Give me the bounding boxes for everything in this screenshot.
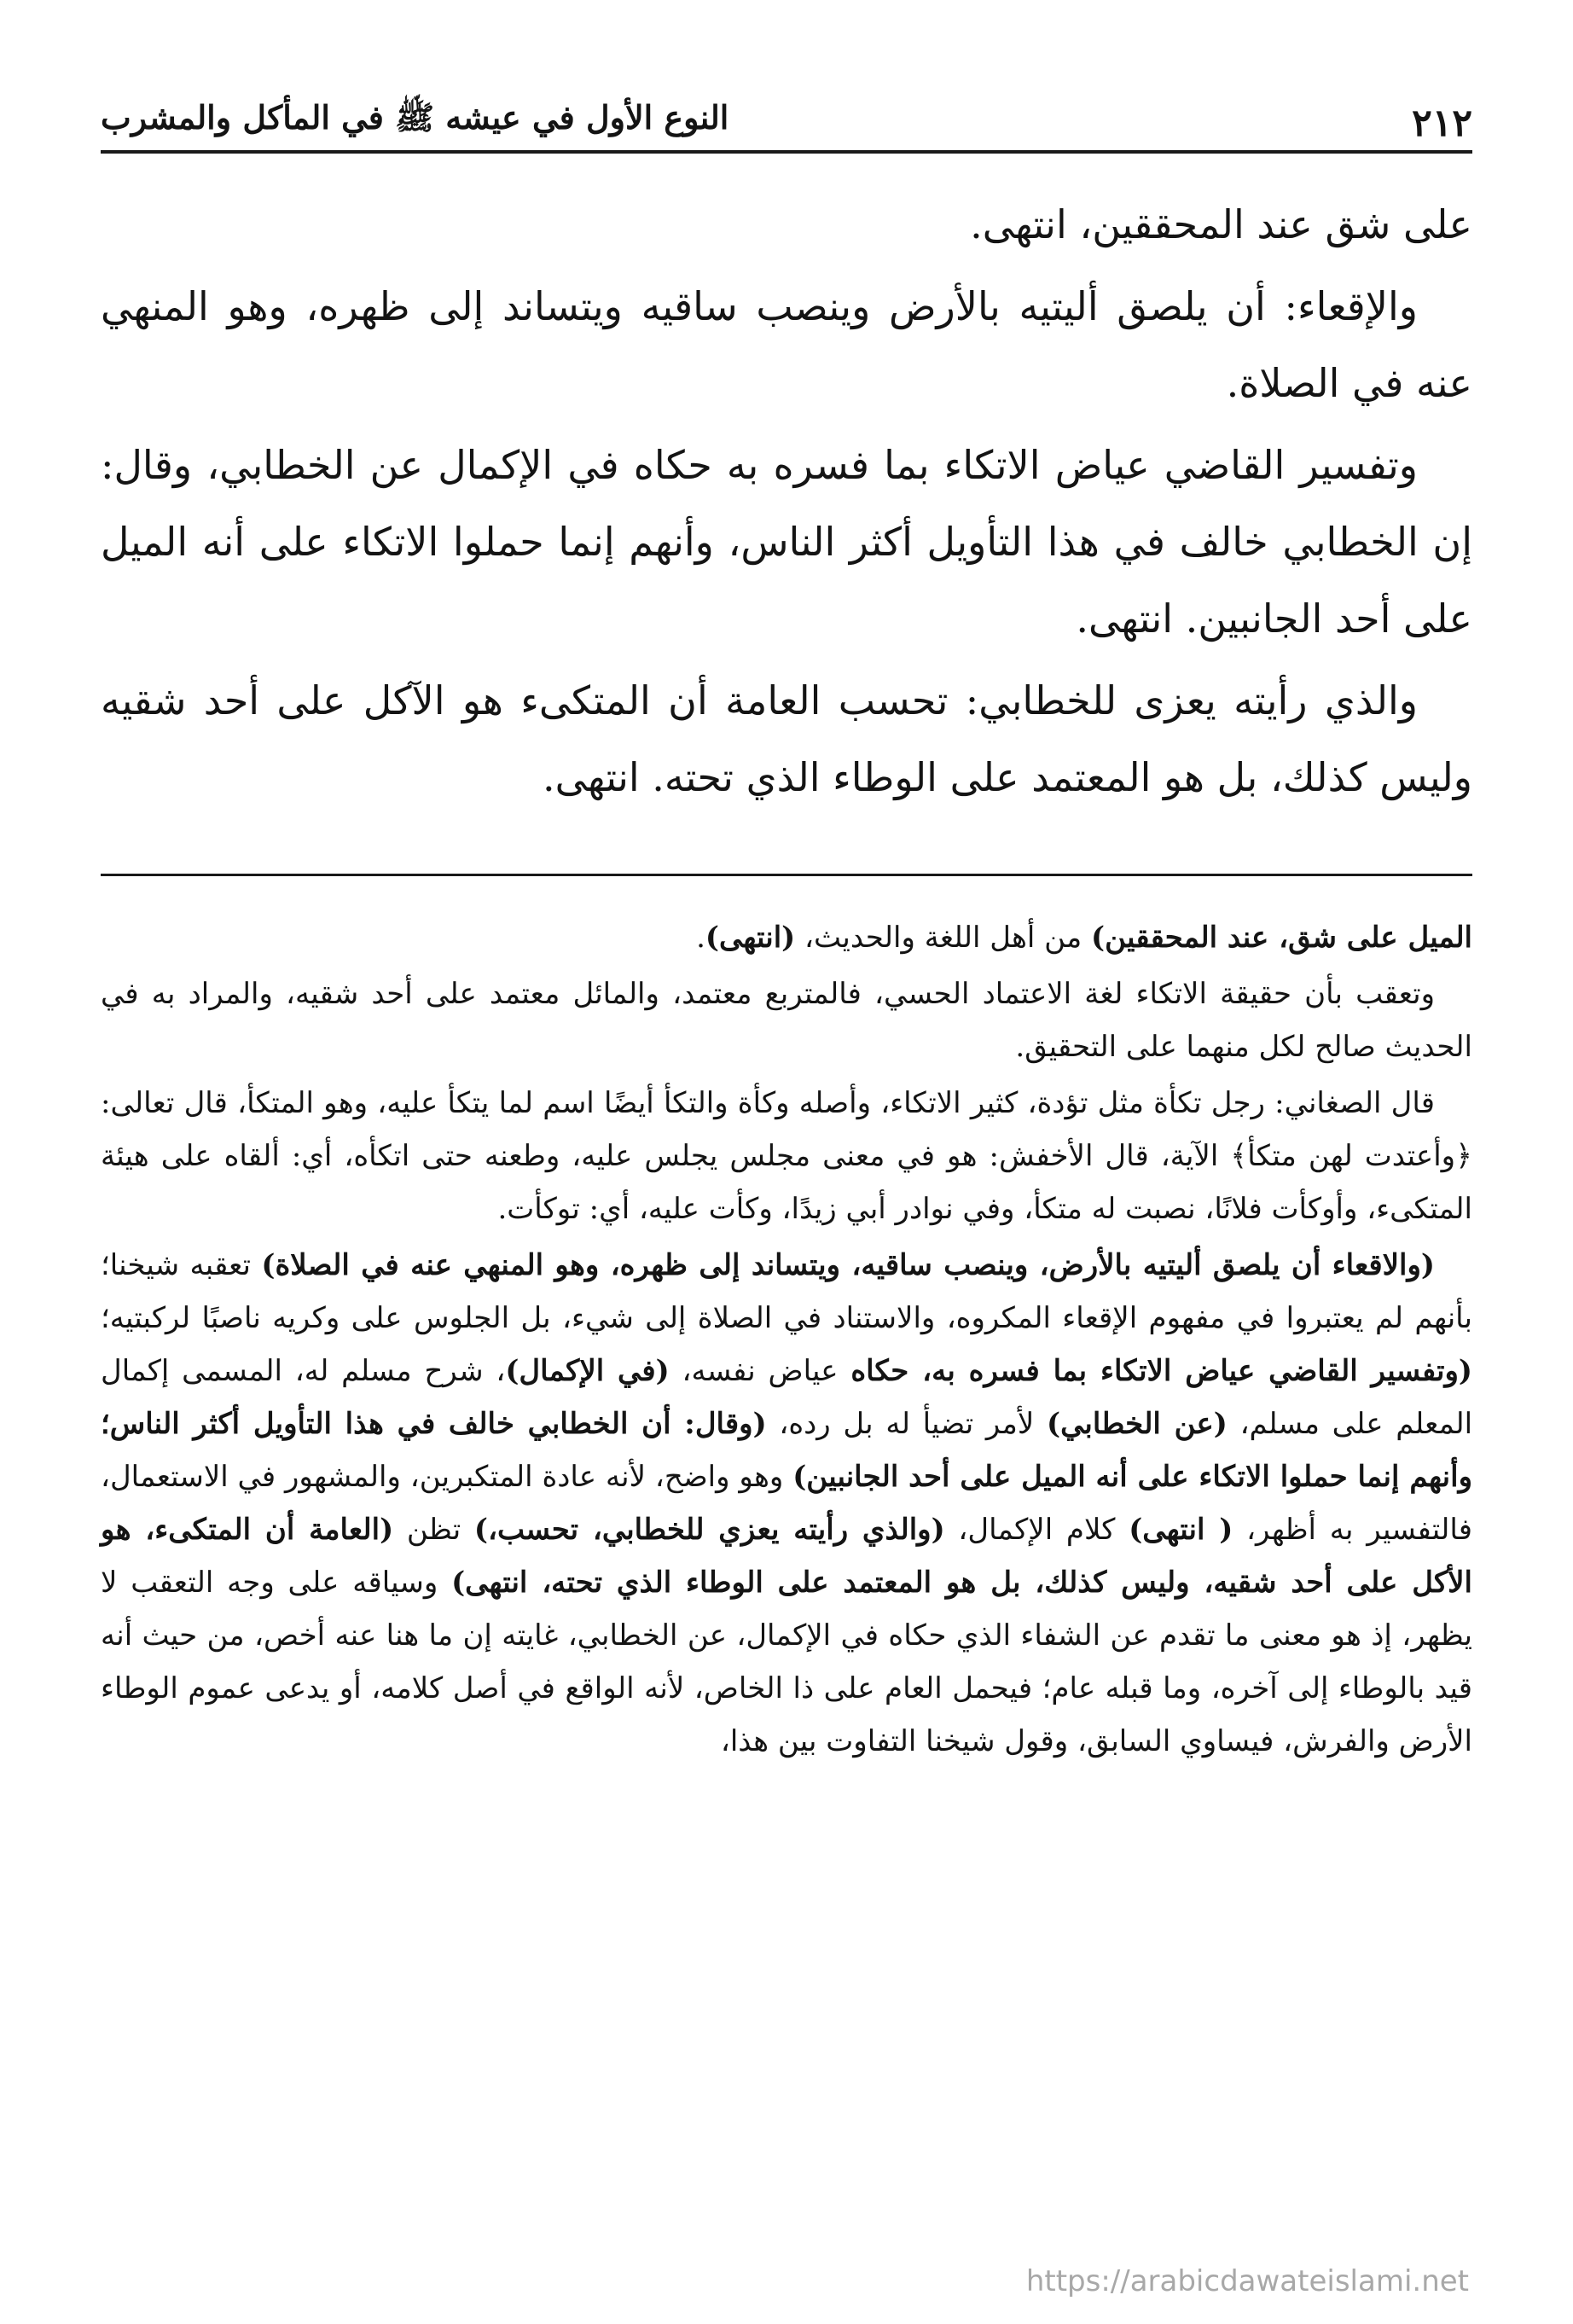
commentary-bold-segment: (انتهى) [705, 921, 796, 955]
footnote-rule [101, 874, 1472, 876]
commentary [101, 911, 1472, 1771]
header-rule [101, 150, 1472, 154]
main-paragraph-1: على شق عند المحققين، انتهى. [970, 201, 1472, 247]
commentary-bold-segment: (العامة أن المتكىء، هو الأكل على أحد شقيه، وليس كذلك، بل هو المعتمد على الوطاء الذي تحته، انتهى) [101, 1513, 1473, 1600]
commentary-segment: عياض نفسه، [669, 1354, 851, 1388]
commentary-segment: كلام الإكمال، [944, 1513, 1129, 1547]
commentary-segment: . [696, 921, 705, 955]
commentary-bold-segment: (والذي رأيته يعزي للخطابي، تحسب،) [473, 1513, 945, 1547]
commentary-bold-segment: (والاقعاء أن يلصق أليتيه بالأرض، وينصب ساقيه، ويتساند إلى ظهره، وهو المنهي عنه في الصلاة) [261, 1248, 1435, 1282]
commentary-bold-segment: (في الإكمال) [505, 1354, 670, 1388]
page-number: ٢١٢ [1412, 102, 1472, 145]
commentary-bold-segment: الميل على شق، عند المحققين) [1091, 921, 1472, 955]
running-title: النوع الأول في عيشه ﷺ في المأكل والمشرب [101, 98, 729, 137]
commentary-bold-segment: ( انتهى) [1129, 1513, 1233, 1547]
main-paragraph-2: والإقعاء: أن يلصق أليتيه بالأرض وينصب ساقيه ويتساند إلى ظهره، وهو المنهي عنه في الصلاة. [101, 283, 1472, 406]
commentary-segment: وسياقه على وجه التعقب لا يظهر، إذ هو معنى ما تقدم عن الشفاء الذي حكاه في الإكمال، عن الخطابي، غايته إن ما هنا عنه أخص، من حيث أنه قيد بالوطاء إلى آخره، وما قبله عام؛ فيحمل العام على ذا الخاص، لأنه الواقع في أصل كلامه، أو يدعى عموم الوطاء الأرض والفرش، فيساوي السابق، وقول شيخنا التفاوت بين هذا، [101, 1566, 1472, 1758]
commentary-paragraph-4 [101, 1239, 1472, 1768]
commentary-segment: ، شرح مسلم له، المسمى إكمال المعلم على مسلم، [101, 1354, 1473, 1441]
main-paragraph-4: والذي رأيته يعزى للخطابي: تحسب العامة أن المتكىء هو الآكل على أحد شقيه وليس كذلك، بل هو المعتمد على الوطاء الذي تحته. انتهى. [101, 677, 1472, 800]
commentary-segment: وهو واضح، لأنه عادة المتكبرين، والمشهور في الاستعمال، فالتفسير به أظهر، [101, 1460, 1472, 1547]
commentary-paragraph-2: وتعقب بأن حقيقة الاتكاء لغة الاعتماد الحسي، فالمتربع معتمد، والمائل معتمد على أحد شقيه، والمراد به في الحديث صالح لكل منهما على التحقيق. [101, 977, 1472, 1064]
main-text [101, 186, 1472, 821]
watermark-url: https://arabicdawateislami.net [1025, 2264, 1469, 2298]
commentary-segment: لأمر تضيأ له بل رده، [766, 1407, 1047, 1441]
commentary-segment: من أهل اللغة والحديث، [795, 921, 1092, 955]
main-paragraph-3: وتفسير القاضي عياض الاتكاء بما فسره به حكاه في الإكمال عن الخطابي، وقال: إن الخطابي خالف في هذا التأويل أكثر الناس، وأنهم إنما حملوا الاتكاء على أنه الميل على أحد الجانبين. انتهى. [101, 442, 1472, 642]
running-header [101, 78, 1472, 145]
commentary-segment: تظن [393, 1513, 474, 1547]
commentary-bold-segment: (وتفسير القاضي عياض الاتكاء بما فسره به، حكاه [850, 1354, 1472, 1388]
commentary-bold-segment: (عن الخطابي) [1046, 1407, 1228, 1441]
commentary-paragraph-1 [101, 911, 1472, 964]
commentary-bold-segment: (وقال: أن الخطابي خالف في هذا التأويل أكثر الناس؛ وأنهم إنما حملوا الاتكاء على أنه الميل على أحد الجانبين) [101, 1407, 1473, 1494]
commentary-segment: تعقبه شيخنا؛ بأنهم لم يعتبروا في مفهوم الإقعاء المكروه، والاستناد في الصلاة إلى شيء، بل الجلوس على وكريه ناصبًا لركبتيه؛ [101, 1248, 1472, 1335]
commentary-paragraph-3: قال الصغاني: رجل تكأة مثل تؤدة، كثير الاتكاء، وأصله وكأة والتكأ أيضًا اسم لما يتكأ عليه، وهو المتكأ، قال تعالى: ﴿وأعتدت لهن متكأ﴾ الآية، قال الأخفش: هو في معنى مجلس يجلس عليه، وطعنه حتى اتكأه، أي: ألقاه على هيئة المتكىء، وأوكأت فلانًا، نصبت له متكأ، وفي نوادر أبي زيدًا، وكأت عليه، أي: توكأت. [101, 1086, 1472, 1226]
